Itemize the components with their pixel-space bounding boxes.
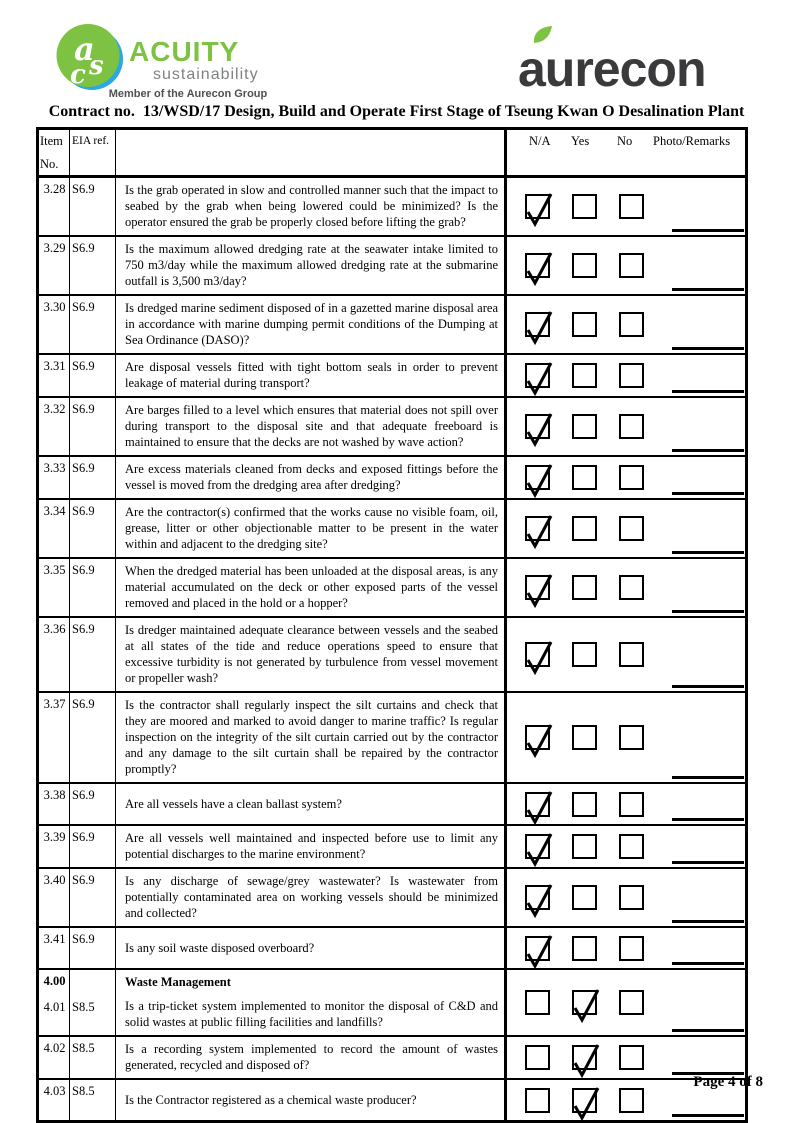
checkbox-no[interactable] <box>619 834 644 859</box>
checkbox-na[interactable] <box>525 312 550 337</box>
item-no-cell <box>39 618 70 691</box>
check-mark-icon <box>522 638 554 676</box>
checkbox-no[interactable] <box>619 885 644 910</box>
table-row <box>39 176 745 235</box>
checkbox-no[interactable] <box>619 575 644 600</box>
checkbox-no[interactable] <box>619 642 644 667</box>
item-no-cell <box>39 178 70 235</box>
question-text: Are barges filled to a level which ensures that material does not spill over during transport to the disposal site and that adequate freeboard is maintained to ensure that the decks are not washed by wave action? <box>125 403 498 449</box>
eia-ref-cell <box>70 1037 116 1078</box>
checkbox-yes[interactable] <box>572 792 597 817</box>
answer-cell <box>507 970 745 1035</box>
eia-ref: S6.9 <box>72 402 95 416</box>
question-cell <box>116 970 507 1035</box>
question-cell <box>116 500 507 557</box>
acuity-subtitle: sustainability <box>153 66 259 83</box>
answer-cell <box>507 784 745 824</box>
checkbox-no[interactable] <box>619 1045 644 1070</box>
item-no: 4.01 <box>43 1000 66 1014</box>
check-mark-icon <box>522 461 554 499</box>
checkbox-na[interactable] <box>525 1045 550 1070</box>
acuity-logo <box>55 22 270 102</box>
checkbox-na[interactable] <box>525 253 550 278</box>
answer-cell <box>507 178 745 235</box>
checkbox-no[interactable] <box>619 936 644 961</box>
eia-ref: S8.5 <box>72 1041 95 1055</box>
item-no: 4.03 <box>43 1084 66 1098</box>
yes-column-label: Yes <box>571 134 590 148</box>
remarks-line[interactable] <box>672 610 744 613</box>
question-cell <box>116 559 507 616</box>
acuity-tagline: Member of the Aurecon Group <box>108 88 268 100</box>
checkbox-yes[interactable] <box>572 1088 597 1113</box>
eia-ref: S6.9 <box>72 461 95 475</box>
item-no: 3.34 <box>43 504 66 518</box>
checkbox-na[interactable] <box>525 834 550 859</box>
checkbox-no[interactable] <box>619 312 644 337</box>
checkbox-na[interactable] <box>525 885 550 910</box>
table-row <box>39 691 745 782</box>
table-row <box>39 867 745 926</box>
question-cell <box>116 618 507 691</box>
checkbox-no[interactable] <box>619 990 644 1015</box>
remarks-line[interactable] <box>672 229 744 232</box>
eia-ref: S6.9 <box>72 300 95 314</box>
checklist-table <box>36 127 748 1123</box>
item-no-cell <box>39 296 70 353</box>
aurecon-logo <box>518 26 753 96</box>
question-text: Is a recording system implemented to record the amount of wastes generated, recycled and disposed of? <box>125 1042 498 1072</box>
eia-ref: S6.9 <box>72 697 95 711</box>
remarks-line[interactable] <box>672 288 744 291</box>
question-text: Is the contractor shall regularly inspect the silt curtains and check that they are moored and marked to avoid danger to marine traffic? Is regular inspection on the integrity of the silt curtain carried out by the contractor and any damage to the silt curtain shall be repaired by the contractor promptly? <box>125 698 498 776</box>
answer-cell <box>507 457 745 498</box>
eia-ref-cell <box>70 618 116 691</box>
eia-ref-cell <box>70 869 116 926</box>
item-no-cell <box>39 928 70 968</box>
checkbox-no[interactable] <box>619 725 644 750</box>
item-no-cell <box>39 784 70 824</box>
checkbox-no[interactable] <box>619 253 644 278</box>
eia-ref-cell <box>70 693 116 782</box>
item-no: 3.39 <box>43 830 66 844</box>
answer-cell <box>507 928 745 968</box>
checkbox-no[interactable] <box>619 792 644 817</box>
eia-ref <box>72 973 113 989</box>
eia-ref: S6.9 <box>72 241 95 255</box>
item-no-cell <box>39 826 70 867</box>
eia-ref-cell <box>70 826 116 867</box>
checkbox-no[interactable] <box>619 194 644 219</box>
table-row <box>39 557 745 616</box>
question-cell <box>116 457 507 498</box>
page-title: Contract no. 13/WSD/17 Design, Build and Operate First Stage of Tseung Kwan O Desalination Plant <box>48 103 745 120</box>
checkbox-yes[interactable] <box>572 885 597 910</box>
checkbox-no[interactable] <box>619 414 644 439</box>
question-text: Are all vessels well maintained and inspected before use to limit any potential discharges to the marine environment? <box>125 831 498 861</box>
check-mark-icon <box>522 932 554 970</box>
eia-ref-cell <box>70 928 116 968</box>
check-mark-icon <box>522 571 554 609</box>
answer-header <box>507 130 745 175</box>
item-no-cell <box>39 1037 70 1078</box>
table-row <box>39 1078 745 1120</box>
item-no-cell <box>39 457 70 498</box>
check-mark-icon <box>569 1041 601 1079</box>
table-row <box>39 353 745 396</box>
eia-ref-cell <box>70 784 116 824</box>
question-cell <box>116 237 507 294</box>
checkbox-na[interactable] <box>525 194 550 219</box>
question-text: When the dredged material has been unloaded at the disposal areas, is any material accumulated on the deck or other exposed parts of the vessel removed and placed in the hold or a hopper? <box>125 564 498 610</box>
svg-text:s: s <box>89 51 104 81</box>
checkbox-na[interactable] <box>525 1088 550 1113</box>
checkbox-na[interactable] <box>525 363 550 388</box>
checkbox-yes[interactable] <box>572 936 597 961</box>
answer-cell <box>507 618 745 691</box>
answer-cell <box>507 398 745 455</box>
question-cell <box>116 398 507 455</box>
checkbox-na[interactable] <box>525 990 550 1015</box>
checkbox-yes[interactable] <box>572 642 597 667</box>
item-no-cell <box>39 500 70 557</box>
check-mark-icon <box>522 308 554 346</box>
checkbox-yes[interactable] <box>572 465 597 490</box>
acuity-monogram-icon <box>55 22 125 92</box>
table-header-row <box>39 130 745 176</box>
eia-ref: S6.9 <box>72 830 95 844</box>
check-mark-icon <box>522 788 554 826</box>
remarks-line[interactable] <box>672 1029 744 1032</box>
eia-ref: S6.9 <box>72 873 95 887</box>
question-cell <box>116 928 507 968</box>
checkbox-na[interactable] <box>525 516 550 541</box>
checkbox-yes[interactable] <box>572 990 597 1015</box>
table-row <box>39 968 745 1035</box>
remarks-line[interactable] <box>672 920 744 923</box>
checkbox-yes[interactable] <box>572 253 597 278</box>
check-mark-icon <box>522 721 554 759</box>
checkbox-yes[interactable] <box>572 194 597 219</box>
answer-cell <box>507 559 745 616</box>
table-row <box>39 498 745 557</box>
checkbox-na[interactable] <box>525 414 550 439</box>
checkbox-na[interactable] <box>525 725 550 750</box>
checkbox-no[interactable] <box>619 1088 644 1113</box>
answer-cell <box>507 1037 745 1078</box>
item-no-cell <box>39 970 70 1035</box>
eia-ref-cell <box>70 970 116 1035</box>
question-cell <box>116 1037 507 1078</box>
checkbox-yes[interactable] <box>572 414 597 439</box>
eia-ref-cell <box>70 398 116 455</box>
checkbox-yes[interactable] <box>572 312 597 337</box>
na-column-label: N/A <box>529 134 551 148</box>
eia-ref-cell <box>70 355 116 396</box>
item-no: 4.02 <box>43 1041 66 1055</box>
eia-ref: S6.9 <box>72 504 95 518</box>
item-no: 3.31 <box>43 359 66 373</box>
checkbox-yes[interactable] <box>572 834 597 859</box>
check-mark-icon <box>569 1084 601 1122</box>
question-text: Are disposal vessels fitted with tight bottom seals in order to prevent leakage of material during transport? <box>125 360 498 390</box>
question-cell <box>116 1080 507 1120</box>
item-no-cell <box>39 398 70 455</box>
check-mark-icon <box>569 986 601 1024</box>
page-number: Page 4 of 8 <box>693 1074 763 1090</box>
item-no-cell <box>39 237 70 294</box>
question-cell <box>116 178 507 235</box>
checkbox-na[interactable] <box>525 792 550 817</box>
eia-ref: S6.9 <box>72 622 95 636</box>
question-cell <box>116 826 507 867</box>
item-no: 3.36 <box>43 622 66 636</box>
question-text: Is the grab operated in slow and controlled manner such that the impact to seabed by the grab when being lowered could be minimized? Is the operator ensured the grab be properly closed before lifting the grab? <box>125 183 498 229</box>
eia-ref-cell <box>70 500 116 557</box>
check-mark-icon <box>522 359 554 397</box>
checkbox-yes[interactable] <box>572 516 597 541</box>
check-mark-icon <box>522 512 554 550</box>
remarks-line[interactable] <box>672 390 744 393</box>
eia-ref: S6.9 <box>72 563 95 577</box>
aurecon-wordmark: aurecon <box>518 41 706 97</box>
item-no: 3.30 <box>43 300 66 314</box>
table-row <box>39 235 745 294</box>
checkbox-no[interactable] <box>619 363 644 388</box>
table-row <box>39 824 745 867</box>
check-mark-icon <box>522 830 554 868</box>
table-row <box>39 294 745 353</box>
table-row <box>39 782 745 824</box>
item-no: 3.29 <box>43 241 66 255</box>
question-cell <box>116 296 507 353</box>
remarks-line[interactable] <box>672 818 744 821</box>
table-row <box>39 926 745 968</box>
checkbox-na[interactable] <box>525 936 550 961</box>
question-text: Is any discharge of sewage/grey wastewater? Is wastewater from potentially contaminated area on working vessels should be minimized and collected? <box>125 874 498 920</box>
question-text: Are the contractor(s) confirmed that the works cause no visible foam, oil, grease, litter or other objectionable matter to be present in the water within and adjacent to the dredging site? <box>125 505 498 551</box>
checkbox-yes[interactable] <box>572 363 597 388</box>
question-cell <box>116 693 507 782</box>
checkbox-yes[interactable] <box>572 725 597 750</box>
eia-ref: S6.9 <box>72 932 95 946</box>
question-text: Are all vessels have a clean ballast system? <box>125 796 342 811</box>
svg-text:c: c <box>70 60 86 90</box>
table-row <box>39 455 745 498</box>
remarks-line[interactable] <box>672 1114 744 1117</box>
eia-ref-cell <box>70 296 116 353</box>
checkbox-na[interactable] <box>525 465 550 490</box>
check-mark-icon <box>522 881 554 919</box>
checkbox-na[interactable] <box>525 575 550 600</box>
item-no-cell <box>39 559 70 616</box>
svg-text:a: a <box>74 30 95 68</box>
checklist-body <box>39 176 745 1120</box>
eia-ref: S8.5 <box>72 1084 95 1098</box>
eia-ref-cell <box>70 178 116 235</box>
table-row <box>39 616 745 691</box>
checkbox-no[interactable] <box>619 465 644 490</box>
table-row <box>39 396 745 455</box>
no-column-label: No <box>617 134 633 148</box>
question-text: Are excess materials cleaned from decks and exposed fittings before the vessel is moved from the dredging area after dredging? <box>125 462 498 492</box>
question-text: Is the Contractor registered as a chemical waste producer? <box>125 1092 417 1107</box>
check-mark-icon <box>522 410 554 448</box>
eia-ref: S6.9 <box>72 182 95 196</box>
eia-ref-cell <box>70 237 116 294</box>
question-cell <box>116 869 507 926</box>
answer-cell <box>507 237 745 294</box>
eia-ref: S6.9 <box>72 788 95 802</box>
item-no-cell <box>39 1080 70 1120</box>
eia-ref-cell <box>70 457 116 498</box>
eia-ref: S6.9 <box>72 359 95 373</box>
item-no: 3.32 <box>43 402 66 416</box>
item-no: 3.40 <box>43 873 66 887</box>
question-cell <box>116 784 507 824</box>
question-text: Is any soil waste disposed overboard? <box>125 940 315 955</box>
answer-cell <box>507 869 745 926</box>
item-no: 3.38 <box>43 788 66 802</box>
question-cell <box>116 355 507 396</box>
item-no: 3.28 <box>43 182 66 196</box>
eia-ref-header: EIA ref. <box>70 130 116 175</box>
item-no-cell <box>39 693 70 782</box>
remarks-line[interactable] <box>672 551 744 554</box>
checkbox-na[interactable] <box>525 642 550 667</box>
eia-ref-cell <box>70 559 116 616</box>
item-no-header: Item No. <box>39 130 70 175</box>
remarks-line[interactable] <box>672 347 744 350</box>
question-text: Is dredged marine sediment disposed of in a gazetted marine disposal area in accordance with marine dumping permit conditions of the Dumping at Sea Ordinance (DASO)? <box>125 301 498 347</box>
item-no: 3.41 <box>43 932 66 946</box>
checkbox-yes[interactable] <box>572 575 597 600</box>
question-header <box>116 130 507 175</box>
eia-ref: S8.5 <box>72 1000 95 1014</box>
remarks-column-label: Photo/Remarks <box>653 134 731 148</box>
remarks-line[interactable] <box>672 492 744 495</box>
item-no-cell <box>39 355 70 396</box>
remarks-line[interactable] <box>672 776 744 779</box>
check-mark-icon <box>522 249 554 287</box>
answer-cell <box>507 826 745 867</box>
answer-cell <box>507 500 745 557</box>
answer-cell <box>507 693 745 782</box>
item-no: 3.37 <box>43 697 66 711</box>
answer-cell <box>507 355 745 396</box>
remarks-line[interactable] <box>672 449 744 452</box>
check-mark-icon <box>522 190 554 228</box>
remarks-line[interactable] <box>672 861 744 864</box>
checkbox-yes[interactable] <box>572 1045 597 1070</box>
question-text: Is the maximum allowed dredging rate at the seawater intake limited to 750 m3/day while the maximum allowed dredging rate at the submarine outfall is 3,500 m3/day? <box>125 242 498 288</box>
acuity-wordmark: ACUITY <box>129 36 240 67</box>
question-text: Is a trip-ticket system implemented to monitor the disposal of C&D and solid wastes at public filling facilities and landfills? <box>125 999 498 1029</box>
section-heading: Waste Management <box>125 975 231 989</box>
table-row <box>39 1035 745 1078</box>
answer-cell <box>507 296 745 353</box>
checkbox-no[interactable] <box>619 516 644 541</box>
remarks-line[interactable] <box>672 962 744 965</box>
eia-ref-cell <box>70 1080 116 1120</box>
question-text: Is dredger maintained adequate clearance between vessels and the seabed at all states of the tide and reduce operations speed to ensure that excessive turbidity is not generated by turbulence from vessel movement or propeller wash? <box>125 623 498 685</box>
item-no: 3.35 <box>43 563 66 577</box>
item-no-cell <box>39 869 70 926</box>
item-no: 3.33 <box>43 461 66 475</box>
remarks-line[interactable] <box>672 685 744 688</box>
item-no: 4.00 <box>43 974 66 988</box>
